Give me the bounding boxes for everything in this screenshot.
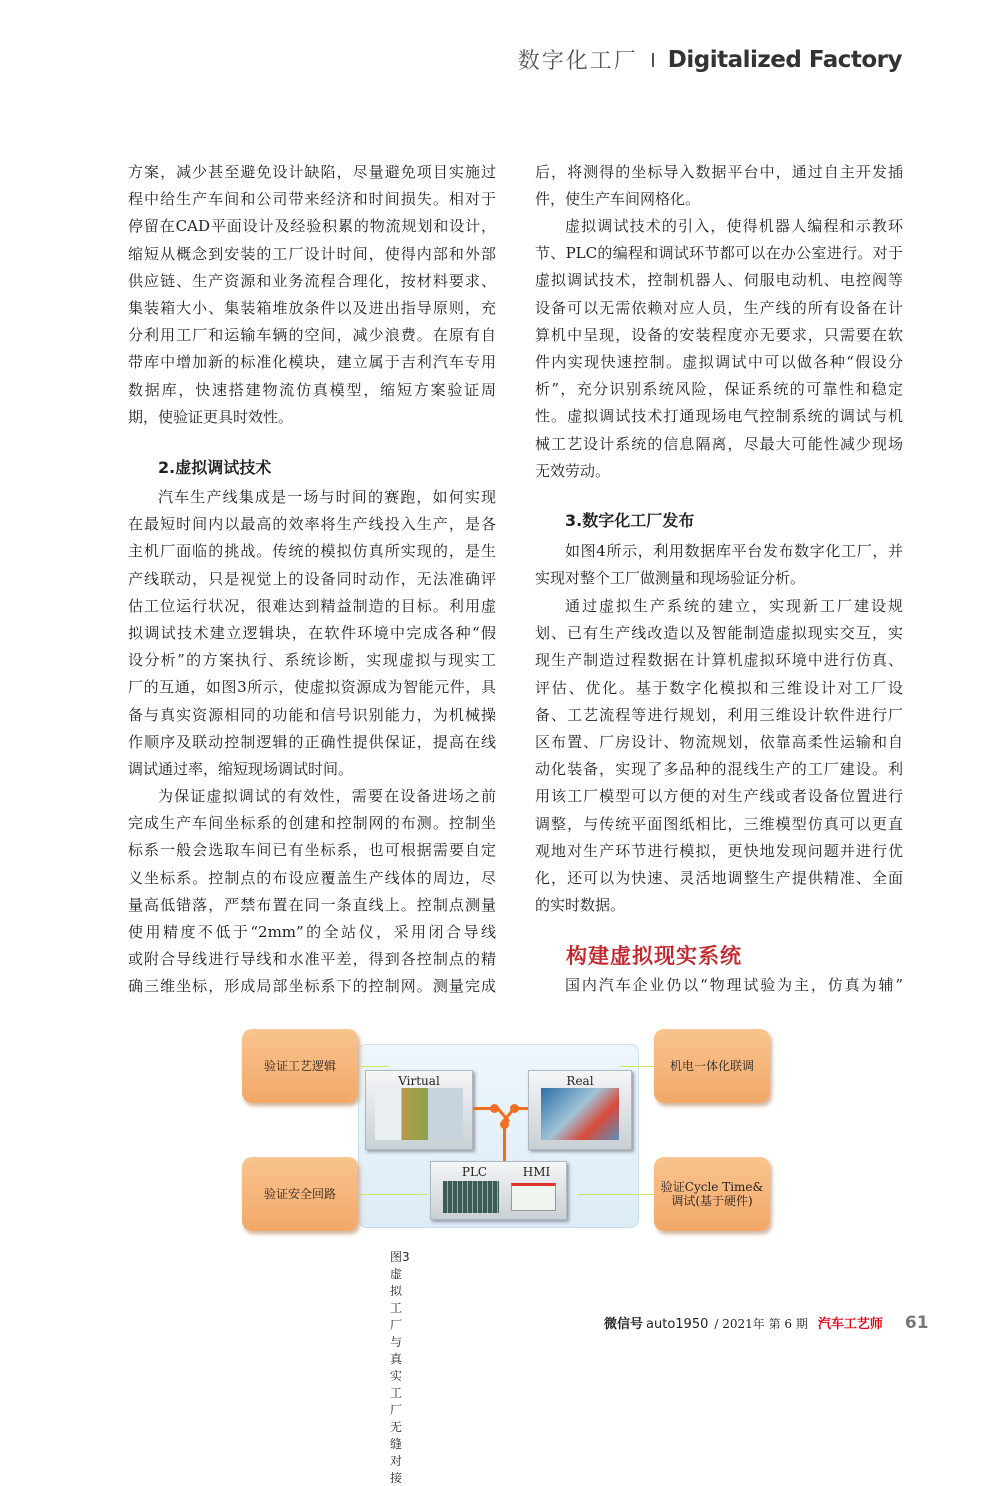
text-line: 标系一般会选取车间已有坐标系，也可根据需要自定 — [128, 841, 496, 860]
connector-node — [490, 1104, 499, 1113]
box-verify-process-logic: 验证工艺逻辑 — [242, 1029, 358, 1103]
right-paragraph-3 — [535, 538, 903, 592]
text-line: 量高低错落，严禁布置在同一条直线上。控制点测量 — [128, 895, 496, 914]
heading-virtual-debugging: 2.虚拟调试技术 — [158, 458, 272, 477]
connector-line — [357, 1066, 389, 1067]
text-line: 件，使生产车间网格化。 — [535, 190, 701, 209]
box-line-2: 调试(基于硬件) — [671, 1194, 753, 1208]
text-line: 备与真实资源相同的功能和信号识别能力，为机械操 — [128, 705, 496, 724]
text-line: 停留在CAD平面设计及经验积累的物流规划和设计， — [128, 217, 496, 236]
virtual-screen — [365, 1070, 473, 1150]
section-title-en: Digitalized Factory — [667, 46, 902, 73]
connector-orange — [503, 1124, 506, 1161]
text-line: 作顺序及联动控制逻辑的正确性提供保证，提高在线 — [128, 732, 496, 751]
text-line: 评估、优化。基于数字化模拟和三维设计对工厂设 — [535, 678, 903, 697]
text-line: 期，使验证更具时效性。 — [128, 407, 294, 426]
page-number: 61 — [904, 1313, 929, 1333]
text-line: 现生产制造过程数据在计算机虚拟环境中进行仿真、 — [535, 651, 903, 670]
text-line: 设备可以无需依赖对应人员，生产线的所有设备在计 — [535, 298, 903, 317]
box-verify-cycle-time — [654, 1157, 770, 1231]
text-line: 带库中增加新的标准化模块，建立属于吉利汽车专用 — [128, 353, 496, 372]
text-line: 为保证虚拟调试的有效性，需要在设备进场之前 — [158, 787, 496, 805]
text-line: 虚拟调试技术的引入，使得机器人编程和示教环 — [565, 217, 903, 235]
plc-label: PLC — [461, 1165, 488, 1179]
text-line: 方案，减少甚至避免设计缺陷，尽量避免项目实施过 — [128, 163, 496, 181]
text-line: 在最短时间内以最高的效率将生产线投入生产，是各 — [128, 515, 496, 534]
connector-line — [578, 1194, 654, 1195]
text-line: 械工艺设计系统的信息隔离，尽最大可能性减少现场 — [535, 434, 903, 453]
issue-info: / 2021年 第 6 期 — [714, 1317, 808, 1331]
text-line: 集装箱大小、集装箱堆放条件以及进出指导原则，充 — [128, 298, 496, 317]
text-line: 无效劳动。 — [535, 461, 611, 480]
header-divider — [652, 53, 654, 67]
right-paragraph-5 — [535, 972, 903, 999]
text-line: 析”，充分识别系统风险，保证系统的可靠性和稳定 — [535, 380, 903, 399]
box-mechatronic-debug: 机电一体化联调 — [654, 1029, 770, 1103]
connector-line — [620, 1066, 654, 1067]
text-line: 确三维坐标，形成局部坐标系下的控制网。测量完成 — [128, 977, 496, 996]
left-paragraph-3 — [128, 783, 496, 1001]
text-line: 分利用工厂和运输车辆的空间，减少浪费。在原有自 — [128, 326, 496, 345]
text-line: 算机中呈现，设备的安装程度亦无要求，只需要在软 — [535, 325, 903, 344]
hmi-label: HMI — [522, 1165, 551, 1179]
text-line: 区布置、厂房设计、物流规划，依靠高柔性运输和自 — [535, 732, 903, 751]
wechat-label: 微信号 — [604, 1317, 644, 1332]
real-factory-photo — [541, 1088, 619, 1140]
text-line: 性。虚拟调试技术打通现场电气控制系统的调试与机 — [535, 407, 903, 426]
text-line: 后，将测得的坐标导入数据平台中，通过自主开发插 — [535, 163, 903, 181]
text-line: 程中给生产车间和公司带来经济和时间损失。相对于 — [128, 190, 496, 209]
section-title-vr-system: 构建虚拟现实系统 — [566, 943, 742, 968]
text-line: 或附合导线进行导线和水准平差，得到各控制点的精 — [128, 950, 496, 969]
box-line-1: 验证Cycle Time& — [660, 1180, 764, 1194]
left-paragraph-1 — [128, 159, 496, 431]
text-line: 动化装备，实现了多品种的混线生产的工厂建设。利 — [535, 760, 903, 779]
text-line: 划、已有生产线改造以及智能制造虚拟现实交互，实 — [535, 624, 903, 643]
text-line: 数据库，快速搭建物流仿真模型，缩短方案验证周 — [128, 380, 496, 399]
text-line: 虚拟调试技术，控制机器人、伺服电动机、电控阀等 — [535, 271, 903, 290]
plc-hmi-box — [430, 1161, 567, 1220]
text-line: 汽车生产线集成是一场与时间的赛跑，如何实现 — [158, 488, 496, 506]
real-label: Real — [566, 1074, 594, 1088]
text-line: 化，还可以为快速、灵活地调整生产提供精准、全面 — [535, 868, 903, 887]
wechat-id: auto1950 — [646, 1317, 709, 1332]
figure-caption: 图3 虚拟工厂与真实工厂无缝对接 — [390, 1250, 422, 1485]
text-line: 用该工厂模型可以方便的对生产线或者设备位置进行 — [535, 787, 903, 806]
text-line: 主机厂面临的挑战。传统的模拟仿真所实现的，是生 — [128, 542, 496, 561]
text-line: 估工位运行状况，很难达到精益制造的目标。利用虚 — [128, 596, 496, 615]
hmi-screen-image — [511, 1183, 556, 1211]
text-line: 缩短从概念到安装的工厂设计时间，使得内部和外部 — [128, 244, 496, 263]
text-line: 使用精度不低于“2mm”的全站仪，采用闭合导线 — [128, 922, 496, 941]
box-verify-safety-circuit: 验证安全回路 — [242, 1157, 358, 1231]
section-title-cn: 数字化工厂 — [517, 49, 638, 74]
right-paragraph-1 — [535, 159, 903, 213]
plc-hardware-image — [443, 1181, 499, 1213]
text-line: 如图4所示，利用数据库平台发布数字化工厂，并 — [565, 542, 903, 560]
right-paragraph-4 — [535, 593, 903, 919]
text-line: 调试通过率，缩短现场调试时间。 — [128, 759, 354, 778]
magazine-logo: 汽车工艺师 — [817, 1317, 883, 1332]
text-line: 厂的互通，如图3所示，使虚拟资源成为智能元件，具 — [128, 678, 496, 697]
text-line: 产线联动，只是视觉上的设备同时动作，无法准确评 — [128, 569, 496, 588]
left-paragraph-2 — [128, 484, 496, 783]
text-line: 义坐标系。控制点的布设应覆盖生产线体的周边，尽 — [128, 868, 496, 887]
text-line: 国内汽车企业仍以“物理试验为主，仿真为辅” — [565, 976, 903, 994]
text-line: 通过虚拟生产系统的建立，实现新工厂建设规 — [565, 597, 903, 615]
text-line: 观地对生产环节进行模拟，更快地发现问题并进行优 — [535, 841, 903, 860]
text-line: 实现对整个工厂做测量和现场验证分析。 — [535, 569, 806, 588]
text-line: 设分析”的方案执行、系统诊断，实现虚拟与现实工 — [128, 651, 496, 670]
text-line: 备、工艺流程等进行规划，利用三维设计软件进行厂 — [535, 705, 903, 724]
real-screen — [528, 1070, 632, 1150]
text-line: 拟调试技术建立逻辑块，在软件环境中完成各种“假 — [128, 623, 496, 642]
text-line: 件内实现快速控制。虚拟调试中可以做各种“假设分 — [535, 352, 903, 371]
text-line: 完成生产车间坐标系的创建和控制网的布测。控制坐 — [128, 814, 496, 833]
virtual-label: Virtual — [398, 1074, 440, 1088]
connector-line — [357, 1194, 427, 1195]
text-line: 的实时数据。 — [535, 896, 626, 915]
text-line: 节、PLC的编程和调试环节都可以在办公室进行。对于 — [535, 244, 903, 263]
connector-node — [510, 1104, 519, 1113]
footer — [604, 1313, 929, 1333]
text-line: 调整，与传统平面图纸相比，三维模型仿真可以更直 — [535, 814, 903, 833]
connector-node — [500, 1120, 509, 1129]
running-header — [518, 44, 902, 75]
right-paragraph-2 — [535, 213, 903, 485]
heading-digital-factory-release: 3.数字化工厂发布 — [565, 511, 695, 530]
text-line: 供应链、生产资源和业务流程合理化，按材料要求、 — [128, 271, 496, 290]
virtual-screenshot-image — [375, 1088, 463, 1140]
